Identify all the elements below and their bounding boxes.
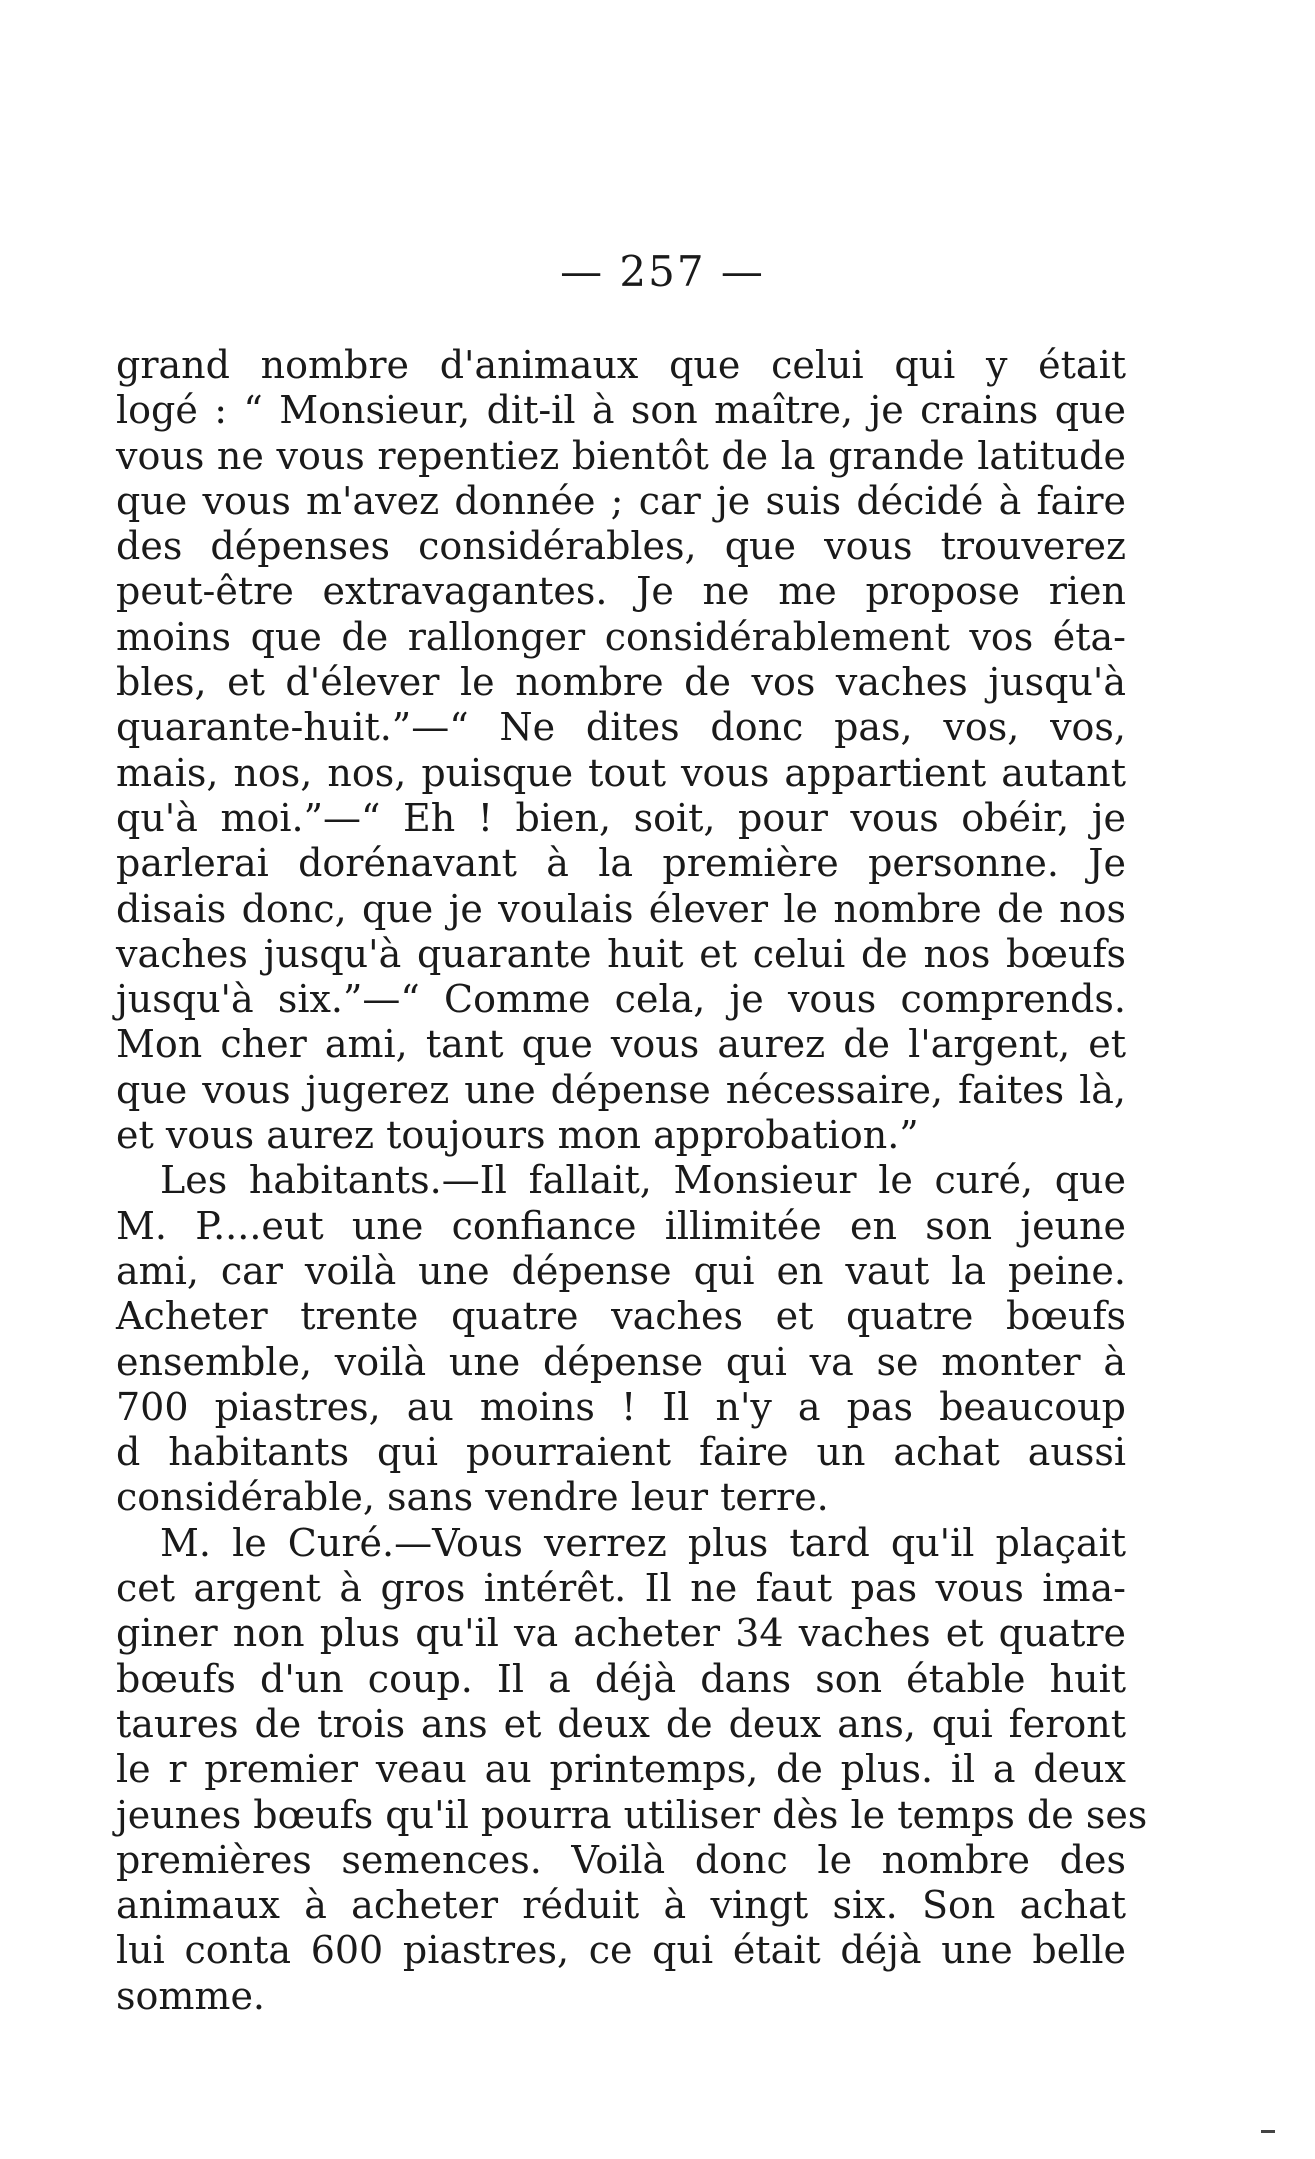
text-line: ensemble, voilà une dépense qui va se monter à <box>116 1339 1126 1384</box>
text-line: considérable, sans vendre leur terre. <box>116 1475 829 1520</box>
text-line: et vous aurez toujours mon approbation.” <box>116 1113 919 1158</box>
text-line: somme. <box>116 1973 266 2018</box>
text-line: bœufs d'un coup. Il a déjà dans son étable huit <box>116 1656 1126 1701</box>
text-line: 700 piastres, au moins ! Il n'y a pas beaucoup <box>116 1384 1126 1429</box>
text-line: que vous m'avez donnée ; car je suis décidé à faire <box>116 478 1126 523</box>
text-line: vaches jusqu'à quarante huit et celui de nos bœufs <box>116 931 1126 976</box>
text-line: disais donc, que je voulais élever le nombre de nos <box>116 886 1126 931</box>
text-line: peut-être extravagantes. Je ne me propose rien <box>116 569 1126 614</box>
text-line: vous ne vous repentiez bientôt de la grande latitude <box>116 433 1126 478</box>
text-line: d habitants qui pourraient faire un achat aussi <box>116 1430 1126 1475</box>
text-line: Mon cher ami, tant que vous aurez de l'argent, et <box>116 1022 1126 1067</box>
text-line: le r premier veau au printemps, de plus. il a deux <box>116 1747 1126 1792</box>
text-line: moins que de rallonger considérablement vos éta- <box>116 614 1126 659</box>
text-line: Acheter trente quatre vaches et quatre bœufs <box>116 1294 1126 1339</box>
text-line: taures de trois ans et deux de deux ans, qui feront <box>116 1701 1126 1746</box>
text-line: parlerai dorénavant à la première personne. Je <box>116 841 1126 886</box>
text-line: jusqu'à six.”—“ Comme cela, je vous comprends. <box>116 977 1126 1022</box>
speaker-line: Les habitants.—Il fallait, Monsieur le curé, que <box>160 1158 1126 1203</box>
text-line: qu'à moi.”—“ Eh ! bien, soit, pour vous obéir, je <box>116 795 1126 840</box>
text-line: premières semences. Voilà donc le nombre des <box>116 1837 1126 1882</box>
speaker-line: M. le Curé.—Vous verrez plus tard qu'il plaçait <box>160 1520 1126 1565</box>
body-text <box>116 343 1148 2019</box>
text-line: grand nombre d'animaux que celui qui y était <box>116 343 1126 387</box>
text-line: ami, car voilà une dépense qui en vaut la peine. <box>116 1248 1126 1293</box>
page-number: — 257 — <box>560 247 765 296</box>
text-line: giner non plus qu'il va acheter 34 vaches et quatre <box>116 1611 1126 1656</box>
text-line: bles, et d'élever le nombre de vos vaches jusqu'à <box>116 660 1126 705</box>
text-line: logé : “ Monsieur, dit-il à son maître, je crains que <box>116 388 1126 433</box>
text-line: M. P....eut une confiance illimitée en son jeune <box>116 1203 1126 1248</box>
scan-mark <box>1261 2130 1275 2133</box>
text-line: cet argent à gros intérêt. Il ne faut pas vous ima- <box>116 1566 1126 1611</box>
text-line: mais, nos, nos, puisque tout vous appartient autant <box>116 750 1126 795</box>
text-line: animaux à acheter réduit à vingt six. Son achat <box>116 1883 1126 1928</box>
text-line: des dépenses considérables, que vous trouverez <box>116 524 1126 569</box>
text-line: que vous jugerez une dépense nécessaire, faites là, <box>116 1067 1126 1112</box>
text-line: lui conta 600 piastres, ce qui était déjà une belle <box>116 1928 1126 1973</box>
text-line: quarante-huit.”—“ Ne dites donc pas, vos, vos, <box>116 705 1126 750</box>
text-line: jeunes bœufs qu'il pourra utiliser dès le temps de ses <box>116 1792 1148 1837</box>
